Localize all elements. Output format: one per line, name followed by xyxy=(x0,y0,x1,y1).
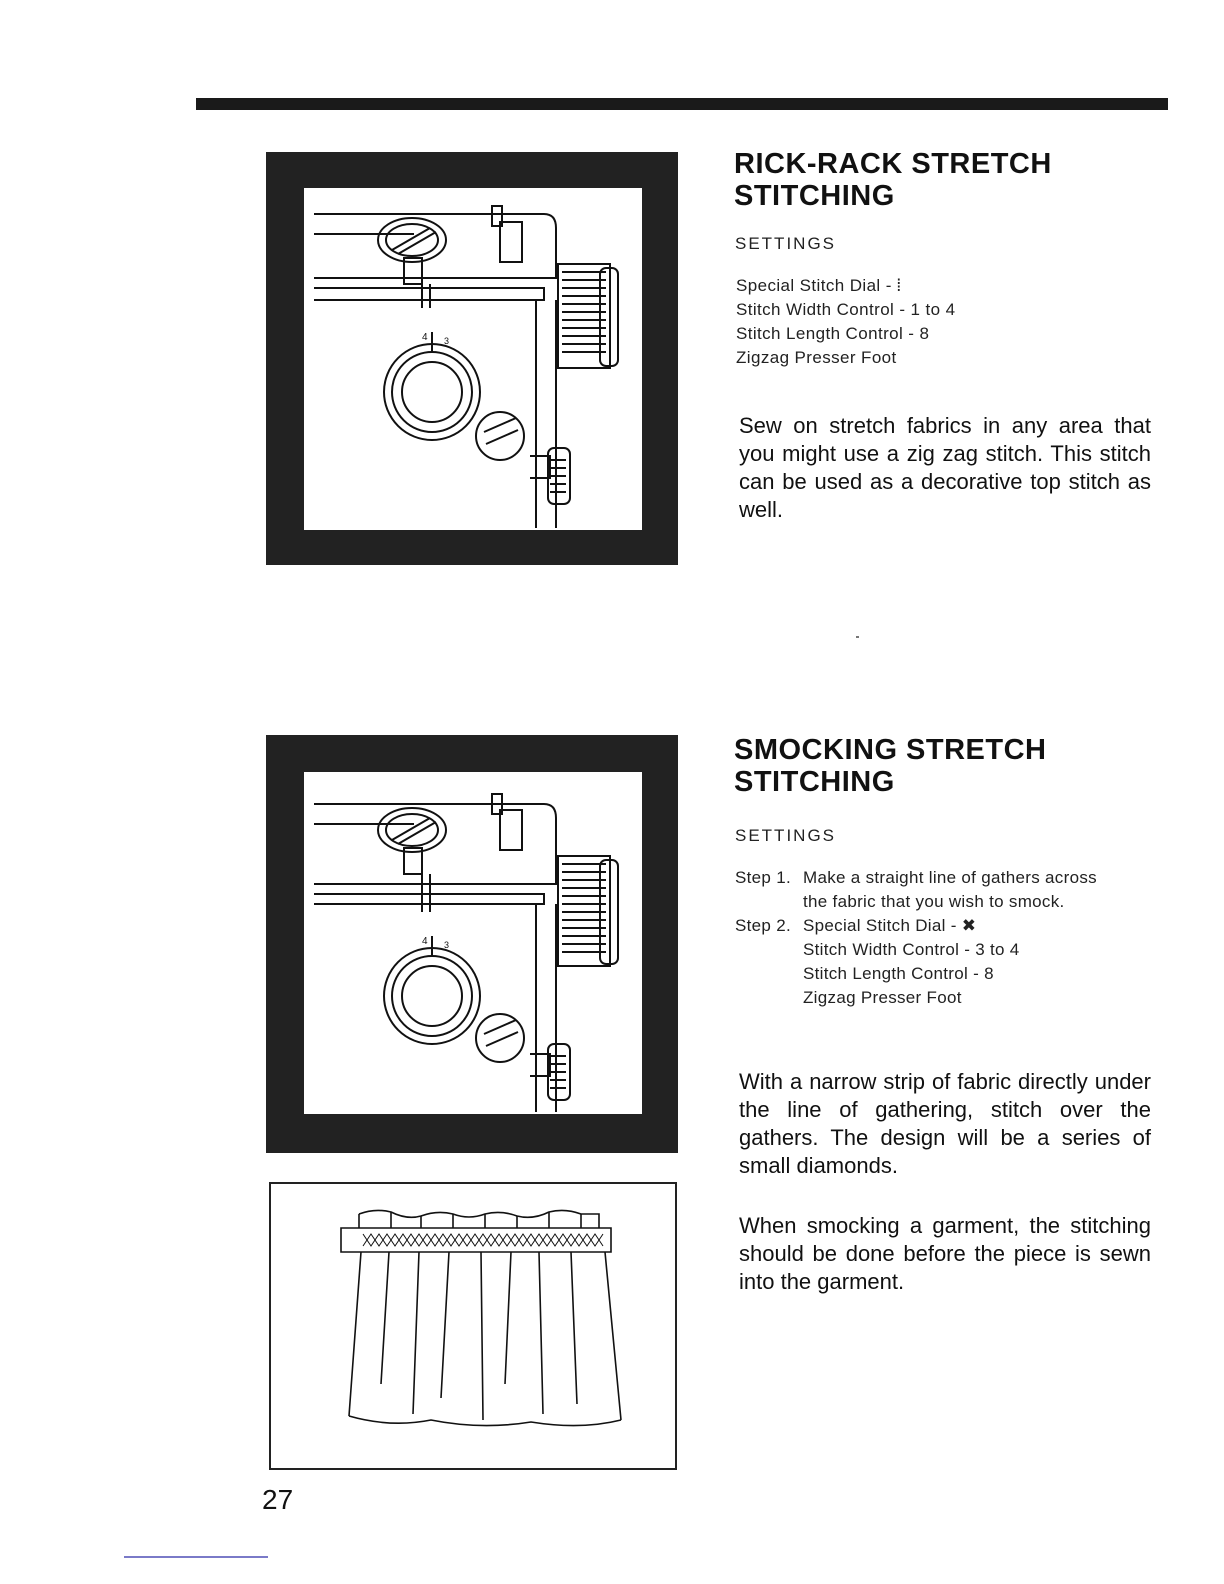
step-line: the fabric that you wish to smock. xyxy=(803,892,1065,911)
settings-label: SETTINGS xyxy=(735,234,837,253)
step-row xyxy=(735,914,1097,938)
section-heading-rick-rack xyxy=(734,148,1052,212)
heading-line: STITCHING xyxy=(734,180,895,212)
setting-item: Zigzag Presser Foot xyxy=(736,348,897,367)
top-rule xyxy=(196,98,1168,110)
svg-text:3: 3 xyxy=(444,336,450,346)
step-line: Stitch Length Control - 8 xyxy=(803,964,994,983)
svg-text:4: 4 xyxy=(422,936,428,947)
step-line: Stitch Width Control - 3 to 4 xyxy=(803,940,1020,959)
svg-text:3: 3 xyxy=(444,940,450,950)
steps-list xyxy=(735,866,1097,1010)
bottom-underline xyxy=(124,1556,268,1558)
settings-label: SETTINGS xyxy=(735,826,837,845)
setting-item: Special Stitch Dial - ⦙ xyxy=(736,276,902,295)
sewing-machine-drawing xyxy=(304,188,642,530)
heading-line: SMOCKING STRETCH xyxy=(734,734,1047,766)
sewing-machine-illustration-2 xyxy=(266,735,678,1153)
setting-item: Stitch Length Control - 8 xyxy=(736,324,930,343)
smocked-fabric-illustration xyxy=(269,1182,677,1470)
page-number: 27 xyxy=(262,1484,294,1515)
step-line: Zigzag Presser Foot xyxy=(803,988,962,1007)
heading-line: RICK-RACK STRETCH xyxy=(734,148,1052,180)
step-label: Step 1. xyxy=(735,868,791,887)
body-paragraph: Sew on stretch fabrics in any area that you might use a zig zag stitch. This stitch can be used as a decorative top stitch as well. xyxy=(739,413,1151,522)
svg-text:4: 4 xyxy=(422,332,428,343)
section-heading-smocking xyxy=(734,734,1047,798)
sewing-machine-drawing xyxy=(304,772,642,1114)
body-paragraph: With a narrow strip of fabric directly under the line of gathering, stitch over the gathers. The design will be a series of small diamonds. xyxy=(739,1069,1151,1178)
heading-line: STITCHING xyxy=(734,766,895,798)
scan-speck xyxy=(856,636,859,638)
step-row xyxy=(735,866,1097,890)
smocked-fabric-drawing xyxy=(271,1184,675,1468)
step-label: Step 2. xyxy=(735,916,791,935)
setting-item: Stitch Width Control - 1 to 4 xyxy=(736,300,956,319)
sewing-machine-illustration-1 xyxy=(266,152,678,565)
step-line: Make a straight line of gathers across xyxy=(803,868,1097,887)
settings-list xyxy=(736,274,955,370)
step-line: Special Stitch Dial - ✖ xyxy=(803,916,977,935)
body-paragraph: When smocking a garment, the stitching should be done before the piece is sewn into the garment. xyxy=(739,1213,1151,1294)
